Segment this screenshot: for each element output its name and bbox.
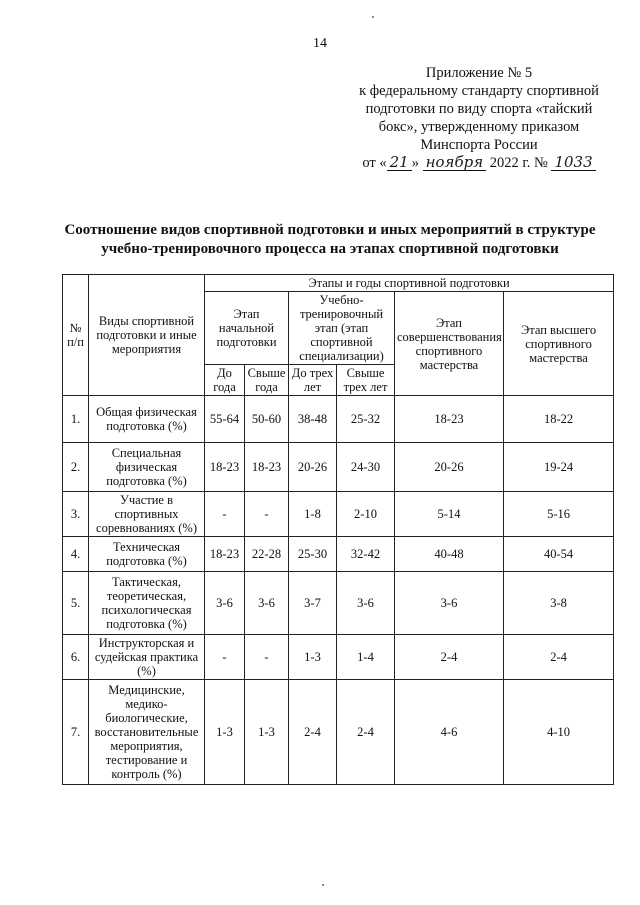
cell: 18-22 [504,396,614,443]
cell: - [205,635,245,680]
cell: 20-26 [395,443,504,492]
appendix-block [348,64,610,172]
row-num: 7. [63,680,89,785]
table-row [63,680,614,785]
row-num: 4. [63,537,89,572]
table-row [63,572,614,635]
appendix-line: Приложение № 5 [425,65,533,81]
date-prefix: от « [362,155,387,171]
cell: 40-54 [504,537,614,572]
scan-speck [372,16,374,18]
appendix-line: к федеральному стандарту спортивной [359,83,599,99]
cell: 1-3 [245,680,289,785]
cell: 4-10 [504,680,614,785]
appendix-line: бокс», утвержденному приказом [378,119,580,135]
cell: - [205,492,245,537]
date-mid: » [411,155,419,171]
date-year: 2022 г. № [489,155,548,171]
row-name: Участие в спортивных соревнованиях (%) [89,492,205,537]
cell: 20-26 [289,443,337,492]
cell: 3-6 [395,572,504,635]
header-stage-training: Учебно-тренировочный этап (этап спортивной специализации) [289,292,395,365]
document-title [40,221,620,259]
cell: 1-3 [289,635,337,680]
cell: 25-32 [337,396,395,443]
row-num: 6. [63,635,89,680]
cell: 40-48 [395,537,504,572]
row-name: Тактическая, теоретическая, психологическая подготовка (%) [89,572,205,635]
cell: 3-6 [245,572,289,635]
header-kinds: Виды спортивной подготовки и иные мероприятия [89,275,205,396]
cell: 5-14 [395,492,504,537]
cell: 18-23 [205,537,245,572]
cell: 22-28 [245,537,289,572]
cell: 32-42 [337,537,395,572]
row-num: 5. [63,572,89,635]
header-up-to-three: До трех лет [289,365,337,396]
date-month-handwritten: ноября [423,154,487,171]
cell: 18-23 [245,443,289,492]
cell: 3-6 [337,572,395,635]
cell: 3-8 [504,572,614,635]
row-name: Инструкторская и судейская практика (%) [89,635,205,680]
appendix-line: Минспорта России [420,137,538,153]
cell: 18-23 [205,443,245,492]
header-stage-initial: Этап начальной подготовки [205,292,289,365]
row-name: Общая физическая подготовка (%) [89,396,205,443]
table-row [63,492,614,537]
order-number-handwritten: 1033 [551,154,595,171]
cell: 5-16 [504,492,614,537]
scan-speck [322,884,324,886]
cell: 1-8 [289,492,337,537]
title-line-2: учебно-тренировочного процесса на этапах спортивной подготовки [101,241,559,257]
cell: 1-4 [337,635,395,680]
cell: 2-10 [337,492,395,537]
cell: - [245,635,289,680]
cell: 18-23 [395,396,504,443]
header-over-year: Свыше года [245,365,289,396]
cell: 55-64 [205,396,245,443]
table-row [63,396,614,443]
header-up-to-year: До года [205,365,245,396]
page-number: 14 [313,36,327,51]
cell: - [245,492,289,537]
row-name: Медицинские, медико-биологические, восстановительные мероприятия, тестирование и контроль (%) [89,680,205,785]
cell: 2-4 [395,635,504,680]
header-stages-years: Этапы и годы спортивной подготовки [205,275,614,292]
appendix-line: подготовки по виду спорта «тайский [365,101,593,117]
header-over-three: Свыше трех лет [337,365,395,396]
table-row [63,537,614,572]
cell: 24-30 [337,443,395,492]
cell: 50-60 [245,396,289,443]
cell: 19-24 [504,443,614,492]
row-num: 2. [63,443,89,492]
row-num: 3. [63,492,89,537]
header-stage-highest: Этап высшего спортивного мастерства [504,292,614,396]
cell: 38-48 [289,396,337,443]
cell: 2-4 [337,680,395,785]
header-num: № п/п [63,275,89,396]
row-num: 1. [63,396,89,443]
training-ratio-table [62,274,614,785]
row-name: Специальная физическая подготовка (%) [89,443,205,492]
order-date-line [348,154,610,172]
header-stage-improvement: Этап совершенствования спортивного мастерства [395,292,504,396]
cell: 4-6 [395,680,504,785]
table-row [63,443,614,492]
cell: 1-3 [205,680,245,785]
cell: 25-30 [289,537,337,572]
cell: 2-4 [504,635,614,680]
title-line-1: Соотношение видов спортивной подготовки и иных мероприятий в структуре [64,222,596,238]
cell: 2-4 [289,680,337,785]
cell: 3-6 [205,572,245,635]
table-row [63,635,614,680]
row-name: Техническая подготовка (%) [89,537,205,572]
cell: 3-7 [289,572,337,635]
date-day-handwritten: 21 [387,154,412,171]
